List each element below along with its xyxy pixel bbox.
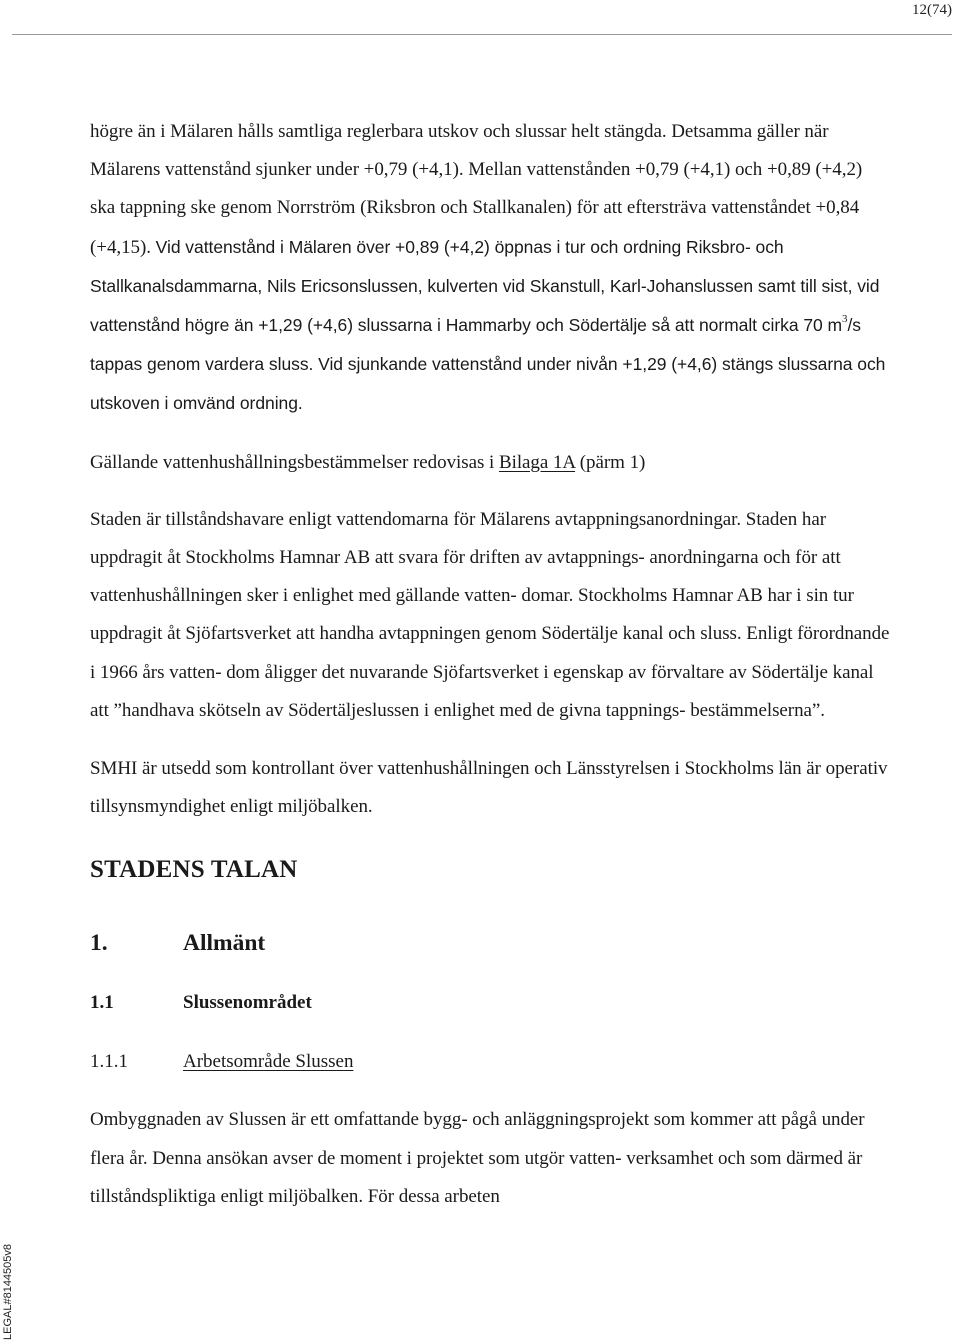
document-body: [90, 113, 890, 1216]
heading-allmant: [90, 927, 890, 959]
heading-arbetsomrade-text: Arbetsområde Slussen: [183, 1051, 354, 1073]
paragraph-water-levels-text-b: Vid vattenstånd i Mälaren över +0,89 (+4,2) öppnas i tur och ordning Riksbro- och Stallkanalsdammarna, Nils Ericsonslussen, kulverten vid Skanstull, Karl-Johanslussen samt till sist, vid vattenstånd högre än +1,29 (+4,6) slussarna i Hammarby och Södertälje så att normalt cirka 70 m: [90, 236, 880, 336]
document-code: LEGAL#8144505v8: [2, 1243, 14, 1340]
paragraph-ombyggnad: Ombyggnaden av Slussen är ett omfattande bygg- och anläggningsprojekt som kommer att pågå under flera år. Denna ansökan avser de moment i projektet som utgör vatten- verksamhet och som därmed är tillståndspliktiga enligt miljöbalken. För dessa arbeten: [90, 1109, 865, 1207]
paragraph-water-levels-text-a: högre än i Mälaren hålls samtliga reglerbara utskov och slussar helt stängda. Detsamma gäller när Mälarens vattenstånd sjunker under +0,79 (+4,1). Mellan vattenstånden +0,79 (+4,1) och +0,89 (+4,2) ska tappning ske genom Norrström (Riksbron och Stallkanalen) för att eftersträva vattenståndet +0,84 (+4,15).: [90, 121, 863, 258]
heading-arbetsomrade-number: 1.1.1: [90, 1051, 128, 1073]
header-divider: [12, 34, 952, 35]
paragraph-water-levels: [90, 113, 890, 424]
paragraph-regulations-text: Gällande vattenhushållningsbestämmelser redovisas i: [90, 451, 499, 473]
heading-allmant-number: 1.: [90, 930, 108, 957]
heading-allmant-text: Allmänt: [183, 930, 266, 957]
heading-slussenomradet-number: 1.1: [90, 992, 114, 1014]
heading-arbetsomrade: [90, 1047, 890, 1077]
paragraph-smhi: SMHI är utsedd som kontrollant över vattenhushållningen och Länsstyrelsen i Stockholms län är operativ tillsynsmyndighet enligt miljöbalken.: [90, 758, 888, 818]
paragraph-regulations-suffix: (pärm 1): [575, 451, 646, 473]
section-title: STADENS TALAN: [90, 856, 298, 884]
heading-slussenomradet: [90, 988, 890, 1018]
paragraph-regulations: [90, 444, 890, 482]
cubic-superscript: 3: [842, 313, 848, 326]
page-number: 12(74): [912, 2, 952, 18]
paragraph-water-levels-text-c: /s tappas genom vardera sluss. Vid sjunkande vattenstånd under nivån +1,29 (+4,6) stängs slussarna och utskoven i omvänd ordning.: [90, 315, 886, 414]
heading-slussenomradet-text: Slussenområdet: [183, 992, 312, 1014]
paragraph-permit-holder: Staden är tillståndshavare enligt vattendomarna för Mälarens avtappningsanordningar. Staden har uppdragit åt Stockholms Hamnar AB att svara för driften av avtappnings- anordningarna och för att vattenhushållningen sker i enlighet med gällande vatten- domar. Stockholms Hamnar AB har i sin tur uppdragit åt Sjöfartsverket att handha avtappningen genom Södertälje kanal och sluss. Enligt förordnande i 1966 års vatten- dom åligger det nuvarande Sjöfartsverket i egenskap av förvaltare av Södertälje kanal att ”handhava skötseln av Södertäljeslussen i enlighet med de givna tappnings- bestämmelserna”.: [90, 508, 890, 721]
bilaga-1a-link[interactable]: Bilaga 1A: [498, 451, 576, 473]
